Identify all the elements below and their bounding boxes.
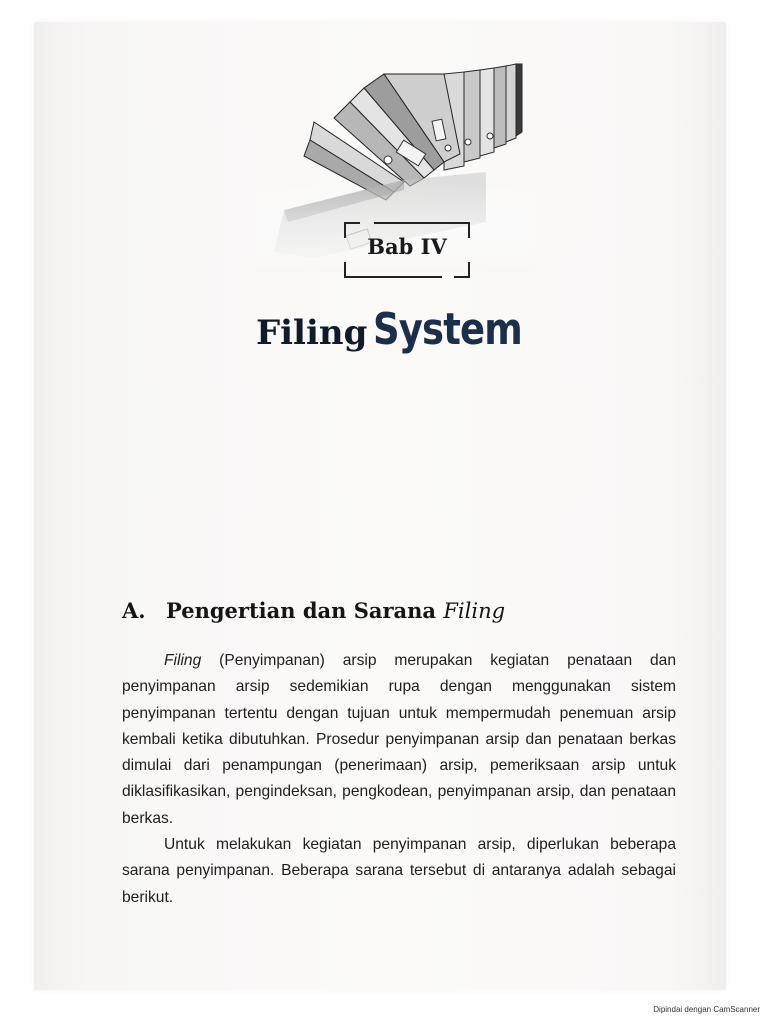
section-heading xyxy=(122,598,505,623)
chapter-title xyxy=(256,304,576,364)
section-heading-text: Pengertian dan Sarana xyxy=(166,598,437,623)
paragraph-lead-term: Filing xyxy=(164,652,202,669)
bracket-corner xyxy=(454,262,470,278)
bracket-line xyxy=(374,222,458,224)
body-text xyxy=(122,648,676,911)
chapter-title-word-2: System xyxy=(373,304,523,355)
paragraph-text: (Penyimpanan) arsip merupakan kegiatan penataan dan penyimpanan arsip sedemikian rupa dengan menggunakan sistem penyimpanan tertentu dengan tujuan untuk mempermudah penemuan arsip kembali ketika dibutuhkan. Prosedur penyimpanan arsip dan penataan berkas dimulai dari penampungan (penerimaan) arsip, pemeriksaan arsip untuk diklasifikasikan, pengindeksan, pengkodean, penyimpanan arsip, dan penataan berkas. xyxy=(122,652,676,827)
section-letter: A. xyxy=(122,598,146,623)
bracket-line xyxy=(358,276,442,278)
section-heading-italic: Filing xyxy=(443,599,506,623)
paragraph xyxy=(122,648,676,832)
chapter-label: Bab IV xyxy=(367,234,447,259)
paragraph-text: Untuk melakukan kegiatan penyimpanan arsip, diperlukan beberapa sarana penyimpanan. Beberapa sarana tersebut di antaranya adalah sebagai berikut. xyxy=(122,836,676,906)
chapter-label-frame xyxy=(344,222,470,278)
scanner-watermark: Dipindai dengan CamScanner xyxy=(653,1005,760,1014)
book-page xyxy=(34,22,726,990)
chapter-title-word-1: Filing xyxy=(256,313,368,353)
paragraph xyxy=(122,832,676,911)
